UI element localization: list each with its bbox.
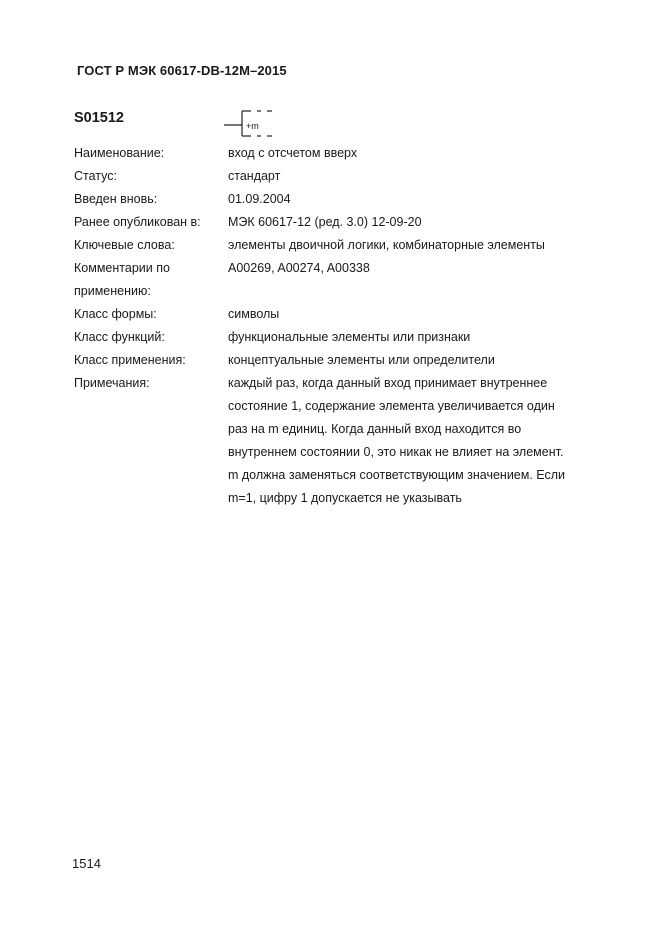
field-row-keywords [74,234,574,257]
field-value: функциональные элементы или признаки [228,330,471,344]
field-label: Класс функций: [74,330,165,344]
field-row-name [74,142,574,165]
field-value: стандарт [228,169,281,183]
field-row-introduced [74,188,574,211]
field-value: концептуальные элементы или определители [228,353,495,367]
field-value: вход с отсчетом вверх [228,146,358,160]
field-row-function-class [74,326,574,349]
symbol-glyph-text: +m [246,121,259,131]
field-row-comments [74,257,574,303]
field-label: Класс формы: [74,307,157,321]
field-label: Статус: [74,169,117,183]
field-label: Ранее опубликован в: [74,215,201,229]
field-value: каждый раз, когда данный вход принимает внутреннее состояние 1, содержание элемента увеличивается один раз на m единиц. Когда данный вход находится во внутреннем состоянии 0, это никак не влияет на элемент. m должна заменяться соответствующим значением. Если m=1, цифру 1 допускается не указывать [228,376,566,505]
field-label: Примечания: [74,376,150,390]
attribute-table [74,142,574,510]
up-count-input-symbol-icon [224,108,284,138]
field-value: символы [228,307,280,321]
field-value: МЭК 60617-12 (ред. 3.0) 12-09-20 [228,215,422,229]
page-number: 1514 [72,856,101,871]
field-value: элементы двоичной логики, комбинаторные элементы [228,238,545,252]
field-value: 01.09.2004 [228,192,291,206]
field-row-published [74,211,574,234]
field-label: Наименование: [74,146,165,160]
field-label: Ключевые слова: [74,238,175,252]
field-row-application-class [74,349,574,372]
document-header: ГОСТ Р МЭК 60617-DB-12M–2015 [77,63,287,78]
field-row-status [74,165,574,188]
field-label: Введен вновь: [74,192,158,206]
field-row-form-class [74,303,574,326]
field-label: Комментарии по применению: [74,261,170,298]
field-label: Класс применения: [74,353,186,367]
field-value: A00269, A00274, A00338 [228,261,370,275]
field-row-notes [74,372,574,510]
symbol-code: S01512 [74,110,124,126]
